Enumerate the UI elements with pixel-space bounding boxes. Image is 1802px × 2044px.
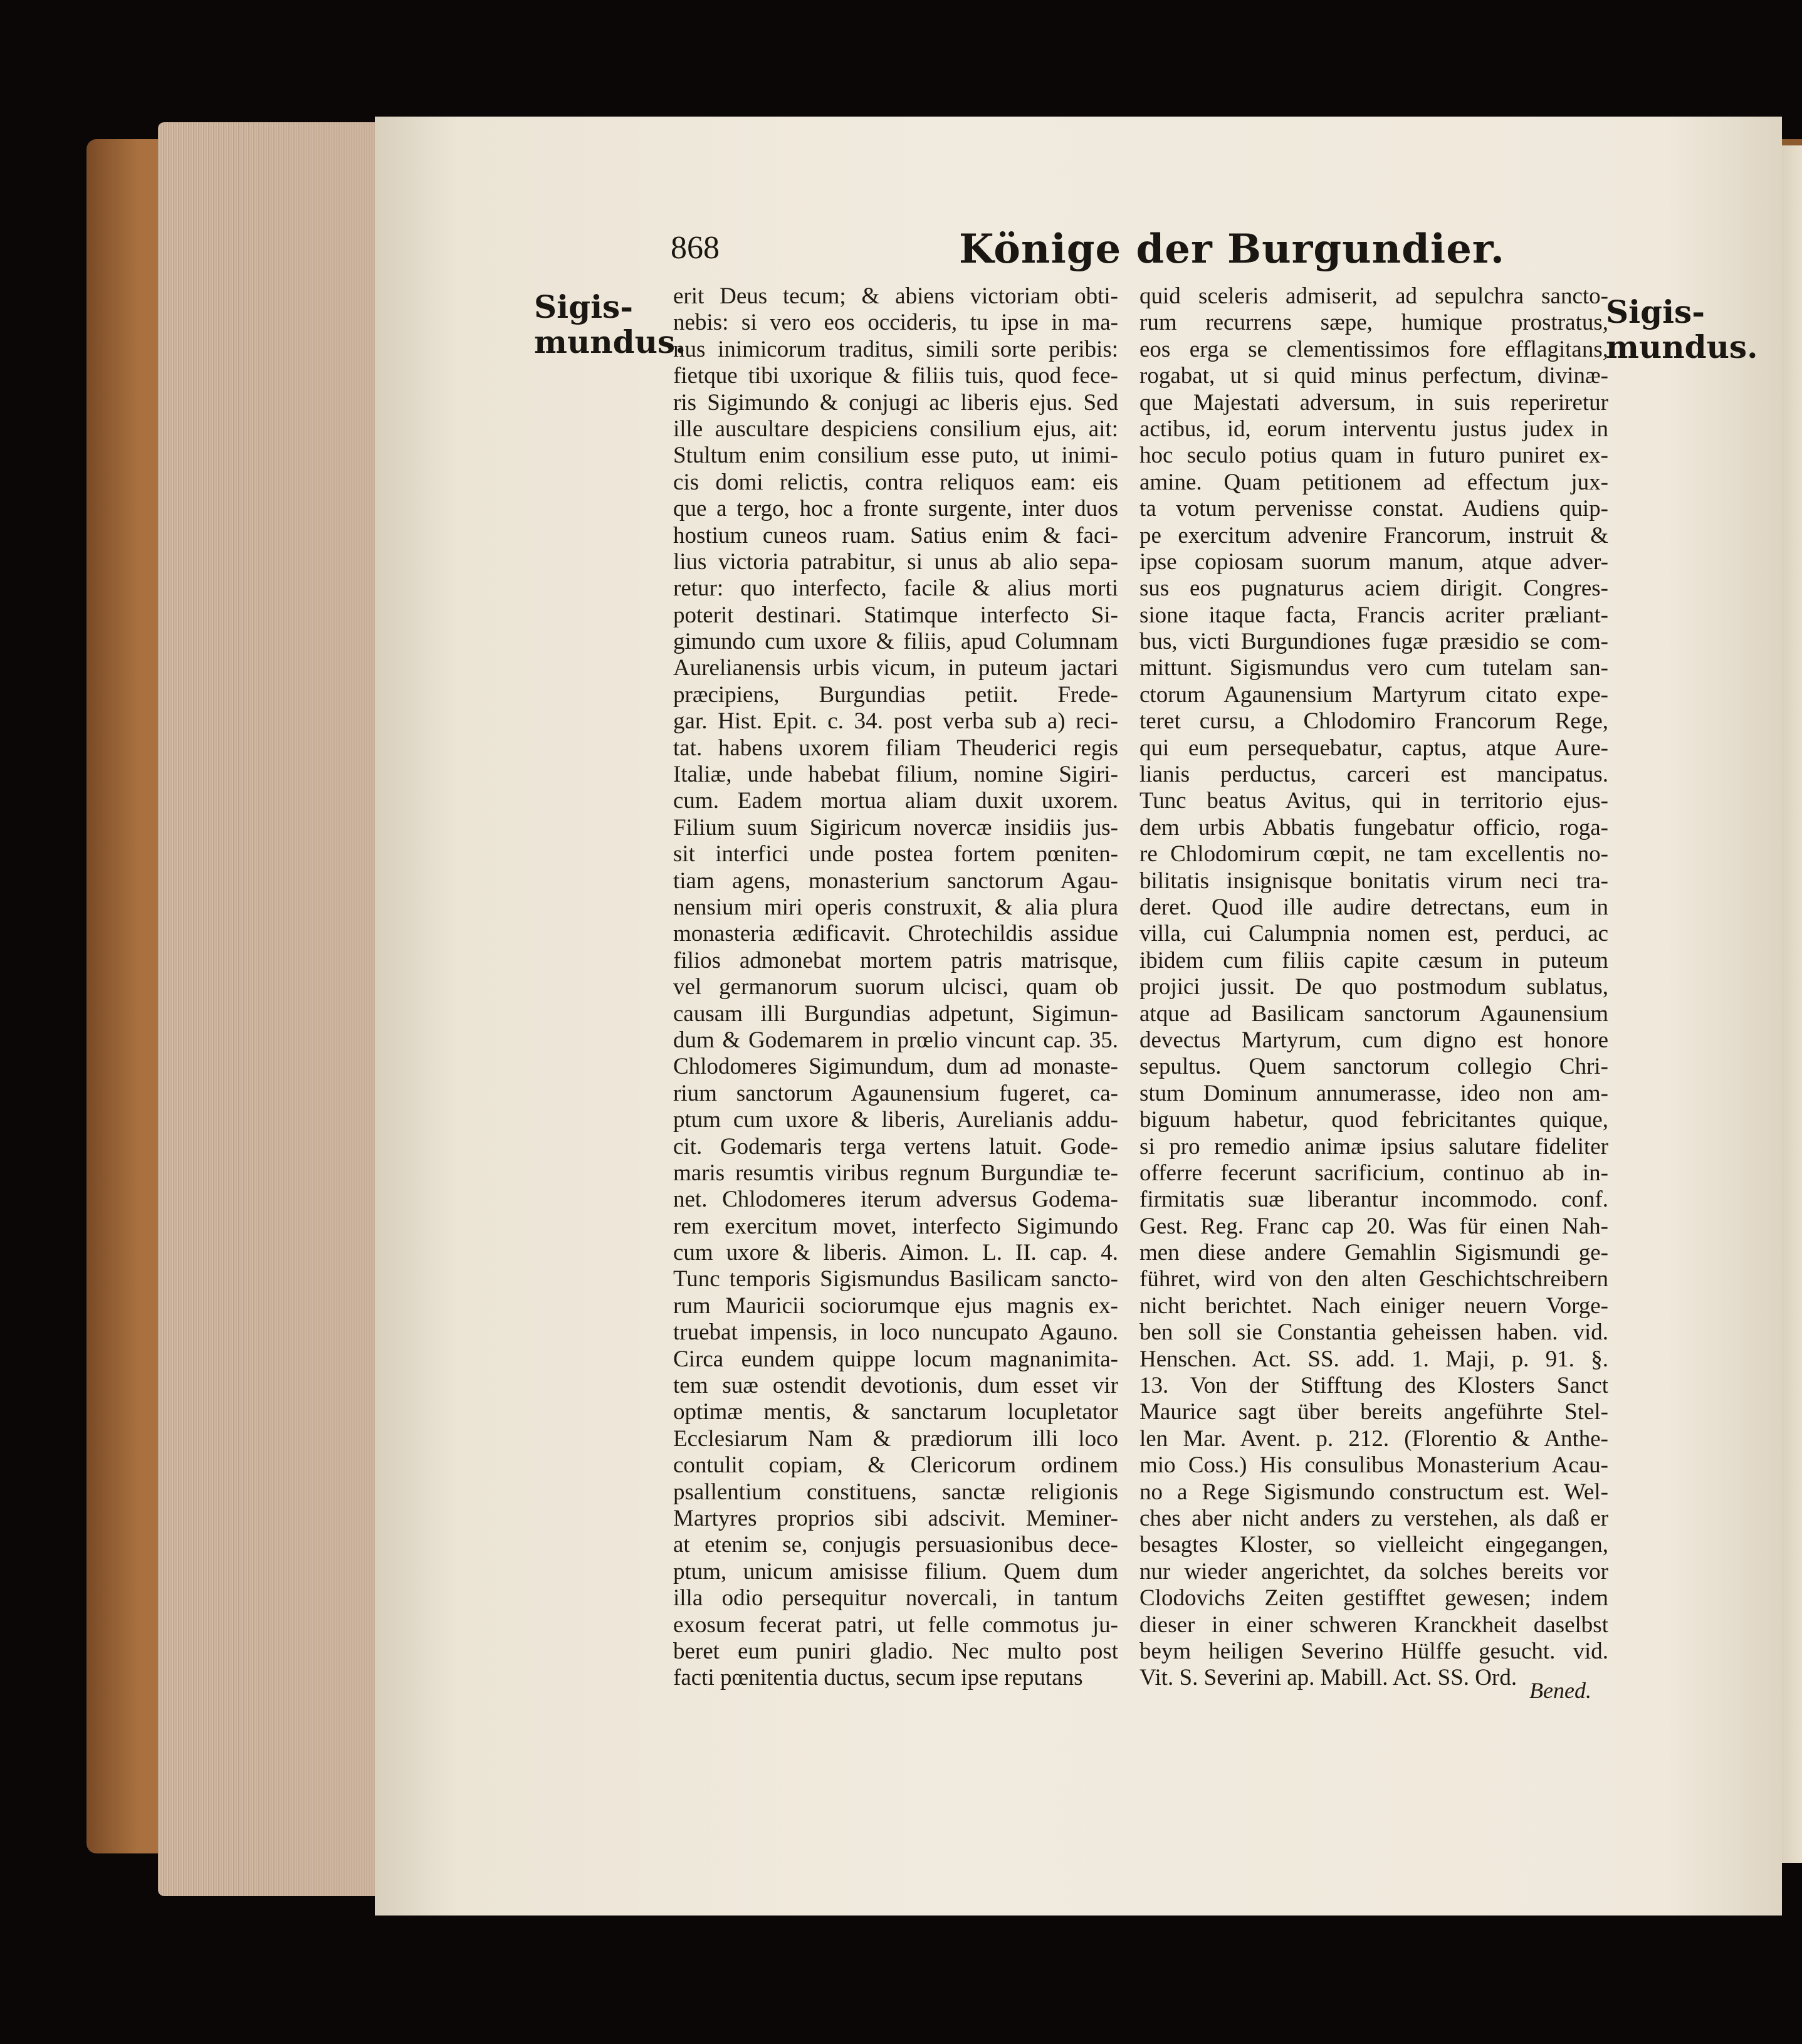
text-line: bus, victi Burgundiones fugæ præsidio se com- (1139, 629, 1608, 655)
page-edges (158, 122, 381, 1896)
text-line: cum uxore & liberis. Aimon. L. II. cap. 4. (673, 1240, 1118, 1266)
text-line: exosum fecerat patri, ut felle commotus ju- (673, 1612, 1118, 1638)
text-line: nicht berichtet. Nach einiger neuern Vorge- (1139, 1292, 1608, 1319)
text-line: pe exercitum advenire Francorum, instruit & (1139, 522, 1608, 548)
text-line: quid sceleris admiserit, ad sepulchra sancto- (1139, 283, 1608, 309)
text-line: gimundo cum uxore & filiis, apud Columnam (673, 629, 1118, 655)
text-line: ptum, unicum amisisse filium. Quem dum (673, 1558, 1118, 1585)
text-line: besagtes Kloster, so vielleicht eingegangen, (1139, 1532, 1608, 1558)
margin-note-line: Sigis- (534, 288, 633, 325)
text-line: psallentium constituens, sanctæ religionis (673, 1479, 1118, 1505)
text-line: ris Sigimundo & conjugi ac liberis ejus. Sed (673, 389, 1118, 416)
text-line: eos erga se clementissimos fore efflagitans, (1139, 336, 1608, 362)
text-line: villa, cui Calumpnia nomen est, perduci, ac (1139, 921, 1608, 947)
text-line: nebis: si vero eos occideris, tu ipse in ma- (673, 310, 1118, 336)
text-line: rum Mauricii sociorumque ejus magnis ex- (673, 1292, 1118, 1319)
text-line: firmitatis suæ liberantur incommodo. conf. (1139, 1187, 1608, 1213)
text-line: Ecclesiarum Nam & prædiorum illi loco (673, 1425, 1118, 1452)
text-line: maris resumtis viribus regnum Burgundiæ te- (673, 1160, 1118, 1186)
text-line: ptum cum uxore & liberis, Aurelianis addu- (673, 1107, 1118, 1133)
text-line: Clodovichs Zeiten gestifftet gewesen; indem (1139, 1585, 1608, 1612)
text-column-left (673, 283, 1118, 1692)
margin-note-line: mundus. (1606, 328, 1758, 365)
text-line: teret cursu, a Chlodomiro Francorum Rege, (1139, 708, 1608, 735)
text-line: fietque tibi uxorique & filiis tuis, quod fece- (673, 363, 1118, 389)
text-line: præcipiens, Burgundias petiit. Frede- (673, 681, 1118, 708)
text-line: sepultus. Quem sanctorum collegio Chri- (1139, 1054, 1608, 1080)
running-head: Könige der Burgundier. (959, 226, 1506, 273)
text-line: projici jussit. De quo postmodum sublatus, (1139, 974, 1608, 1000)
text-line: beym heiligen Severino Hülffe gesucht. vid. (1139, 1638, 1608, 1664)
text-line: lianis perductus, carceri est mancipatus. (1139, 762, 1608, 788)
catchword: Bened. (1529, 1678, 1591, 1703)
text-line: Maurice sagt über bereits angeführte Stel- (1139, 1399, 1608, 1425)
text-line: ta votum pervenisse constat. Audiens quip- (1139, 496, 1608, 522)
text-line: Henschen. Act. SS. add. 1. Maji, p. 91. §. (1139, 1346, 1608, 1372)
text-line: Martyres proprios sibi adscivit. Meminer- (673, 1505, 1118, 1531)
text-line: gar. Hist. Epit. c. 34. post verba sub a) reci- (673, 708, 1118, 735)
text-line: 13. Von der Stifftung des Klosters Sanct (1139, 1373, 1608, 1399)
text-line: hostium cuneos ruam. Satius enim & faci- (673, 522, 1118, 548)
text-line: ibidem cum filiis capite cæsum in puteum (1139, 947, 1608, 973)
text-line: bilitatis insignisque bonitatis virum neci tra- (1139, 867, 1608, 894)
text-line: beret eum puniri gladio. Nec multo post (673, 1638, 1118, 1664)
text-line: Italiæ, unde habebat filium, nomine Sigiri- (673, 762, 1118, 788)
text-line: atque ad Basilicam sanctorum Agaunensium (1139, 1000, 1608, 1027)
text-line: Circa eundem quippe locum magnanimita- (673, 1346, 1118, 1372)
text-line: nur wieder angerichtet, da solches bereits vor (1139, 1558, 1608, 1585)
text-line: amine. Quam petitionem ad effectum jux- (1139, 469, 1608, 495)
text-line: Chlodomeres Sigimundum, dum ad monaste- (673, 1054, 1118, 1080)
text-line: len Mar. Avent. p. 212. (Florentio & Anthe- (1139, 1425, 1608, 1452)
text-line: tat. habens uxorem filiam Theuderici regis (673, 735, 1118, 761)
text-line: cis domi relictis, contra reliquos eam: eis (673, 469, 1118, 495)
text-line: nensium miri operis construxit, & alia plura (673, 894, 1118, 920)
text-line: rum recurrens sæpe, humique prostratus, (1139, 310, 1608, 336)
text-line: dieser in einer schweren Kranckheit daselbst (1139, 1612, 1608, 1638)
text-line: no a Rege Sigismundo constructum est. Wel- (1139, 1479, 1608, 1505)
text-line: retur: quo interfecto, facile & alius morti (673, 575, 1118, 602)
text-line: at etenim se, conjugis persuasionibus dece- (673, 1532, 1118, 1558)
page-number: 868 (671, 230, 720, 266)
text-line: facti pœnitentia ductus, secum ipse reputans (673, 1665, 1083, 1691)
text-line: cum. Eadem mortua aliam duxit uxorem. (673, 788, 1118, 814)
text-line: ben soll sie Constantia geheissen haben. vid. (1139, 1319, 1608, 1346)
text-line: ipse copiosam suorum manum, atque adver- (1139, 548, 1608, 575)
text-line: sit interfici unde postea fortem pœniten- (673, 841, 1118, 867)
text-column-right (1139, 283, 1608, 1692)
margin-note-left (534, 290, 686, 360)
text-line: optimæ mentis, & sanctarum locupletator (673, 1399, 1118, 1425)
text-line: ctorum Agaunensium Martyrum citato expe- (1139, 681, 1608, 708)
text-line: deret. Quod ille audire detrectans, eum in (1139, 894, 1608, 920)
text-line: que Majestati adversum, in suis reperiretur (1139, 389, 1608, 416)
text-line: tiam agens, monasterium sanctorum Agau- (673, 867, 1118, 894)
margin-note-line: Sigis- (1606, 293, 1705, 330)
text-line: stum Dominum annumerasse, ideo non am- (1139, 1080, 1608, 1106)
text-line: monasteria ædificavit. Chrotechildis assidue (673, 921, 1118, 947)
text-line: Vit. S. Severini ap. Mabill. Act. SS. Ord. (1139, 1665, 1517, 1691)
text-line: rium sanctorum Agaunensium fugeret, ca- (673, 1080, 1118, 1106)
text-line: si pro remedio animæ ipsius salutare fideliter (1139, 1133, 1608, 1160)
text-line: devectus Martyrum, cum digno est honore (1139, 1027, 1608, 1053)
text-line: erit Deus tecum; & abiens victoriam obti- (673, 283, 1118, 309)
text-line: contulit copiam, & Clericorum ordinem (673, 1452, 1118, 1479)
text-line: poterit destinari. Statimque interfecto Si- (673, 602, 1118, 628)
text-line: Tunc temporis Sigismundus Basilicam sancto- (673, 1266, 1118, 1292)
text-line: führet, wird von den alten Geschichtschreibern (1139, 1266, 1608, 1292)
text-line: illa odio persequitur novercali, in tantum (673, 1585, 1118, 1612)
text-line: causam illi Burgundias adpetunt, Sigimun- (673, 1000, 1118, 1027)
text-line: mittunt. Sigismundus vero cum tutelam san- (1139, 655, 1608, 681)
text-line: rogabat, ut si quid minus perfectum, divinæ- (1139, 363, 1608, 389)
text-line: hoc seculo potius quam in futuro puniret ex- (1139, 443, 1608, 469)
text-line: sione itaque facta, Francis acriter præliant- (1139, 602, 1608, 628)
text-line: men diese andere Gemahlin Sigismundi ge- (1139, 1240, 1608, 1266)
text-line: Aurelianensis urbis vicum, in puteum jactari (673, 655, 1118, 681)
text-line: dum & Godemarem in prœlio vincunt cap. 35. (673, 1027, 1118, 1053)
text-line: Tunc beatus Avitus, qui in territorio ejus- (1139, 788, 1608, 814)
text-line: dem urbis Abbatis fungebatur officio, roga- (1139, 814, 1608, 841)
text-line: Filium suum Sigiricum novercæ insidiis jus- (673, 814, 1118, 841)
text-line: net. Chlodomeres iterum adversus Godema- (673, 1187, 1118, 1213)
text-line: sus eos pugnaturus aciem dirigit. Congres- (1139, 575, 1608, 602)
text-line: actibus, id, eorum interventu justus judex in (1139, 416, 1608, 442)
text-line: lius victoria patrabitur, si unus ab alio sepa- (673, 548, 1118, 575)
text-line: re Chlodomirum cœpit, ne tam excellentis no- (1139, 841, 1608, 867)
text-line: que a tergo, hoc a fronte surgente, inter duos (673, 496, 1118, 522)
text-line: tem suæ ostendit devotionis, dum esset vir (673, 1373, 1118, 1399)
text-line: ille auscultare despiciens consilium ejus, ait: (673, 416, 1118, 442)
text-line: Stultum enim consilium esse puto, ut inimi- (673, 443, 1118, 469)
text-line: qui eum persequebatur, captus, atque Aure- (1139, 735, 1608, 761)
text-line: biguum habetur, quod febricitantes quique, (1139, 1107, 1608, 1133)
margin-note-line: mundus. (534, 323, 686, 360)
text-line: cit. Godemaris terga vertens latuit. Gode- (673, 1133, 1118, 1160)
text-line: filios admonebat mortem patris matrisque, (673, 947, 1118, 973)
text-line: nus inimicorum traditus, simili sorte peribis: (673, 336, 1118, 362)
text-line: offerre fecerunt sacrificium, continuo ab in- (1139, 1160, 1608, 1186)
text-line: Gest. Reg. Franc cap 20. Was für einen Nah- (1139, 1213, 1608, 1239)
text-line: rem exercitum movet, interfecto Sigimundo (673, 1213, 1118, 1239)
text-line: vel germanorum suorum ulcisci, quam ob (673, 974, 1118, 1000)
text-line: truebat impensis, in loco nuncupato Agauno. (673, 1319, 1118, 1346)
margin-note-right (1606, 295, 1757, 365)
text-line: mio Coss.) His consulibus Monasterium Acau- (1139, 1452, 1608, 1479)
text-line: ches aber nicht anders zu verstehen, als daß er (1139, 1505, 1608, 1531)
